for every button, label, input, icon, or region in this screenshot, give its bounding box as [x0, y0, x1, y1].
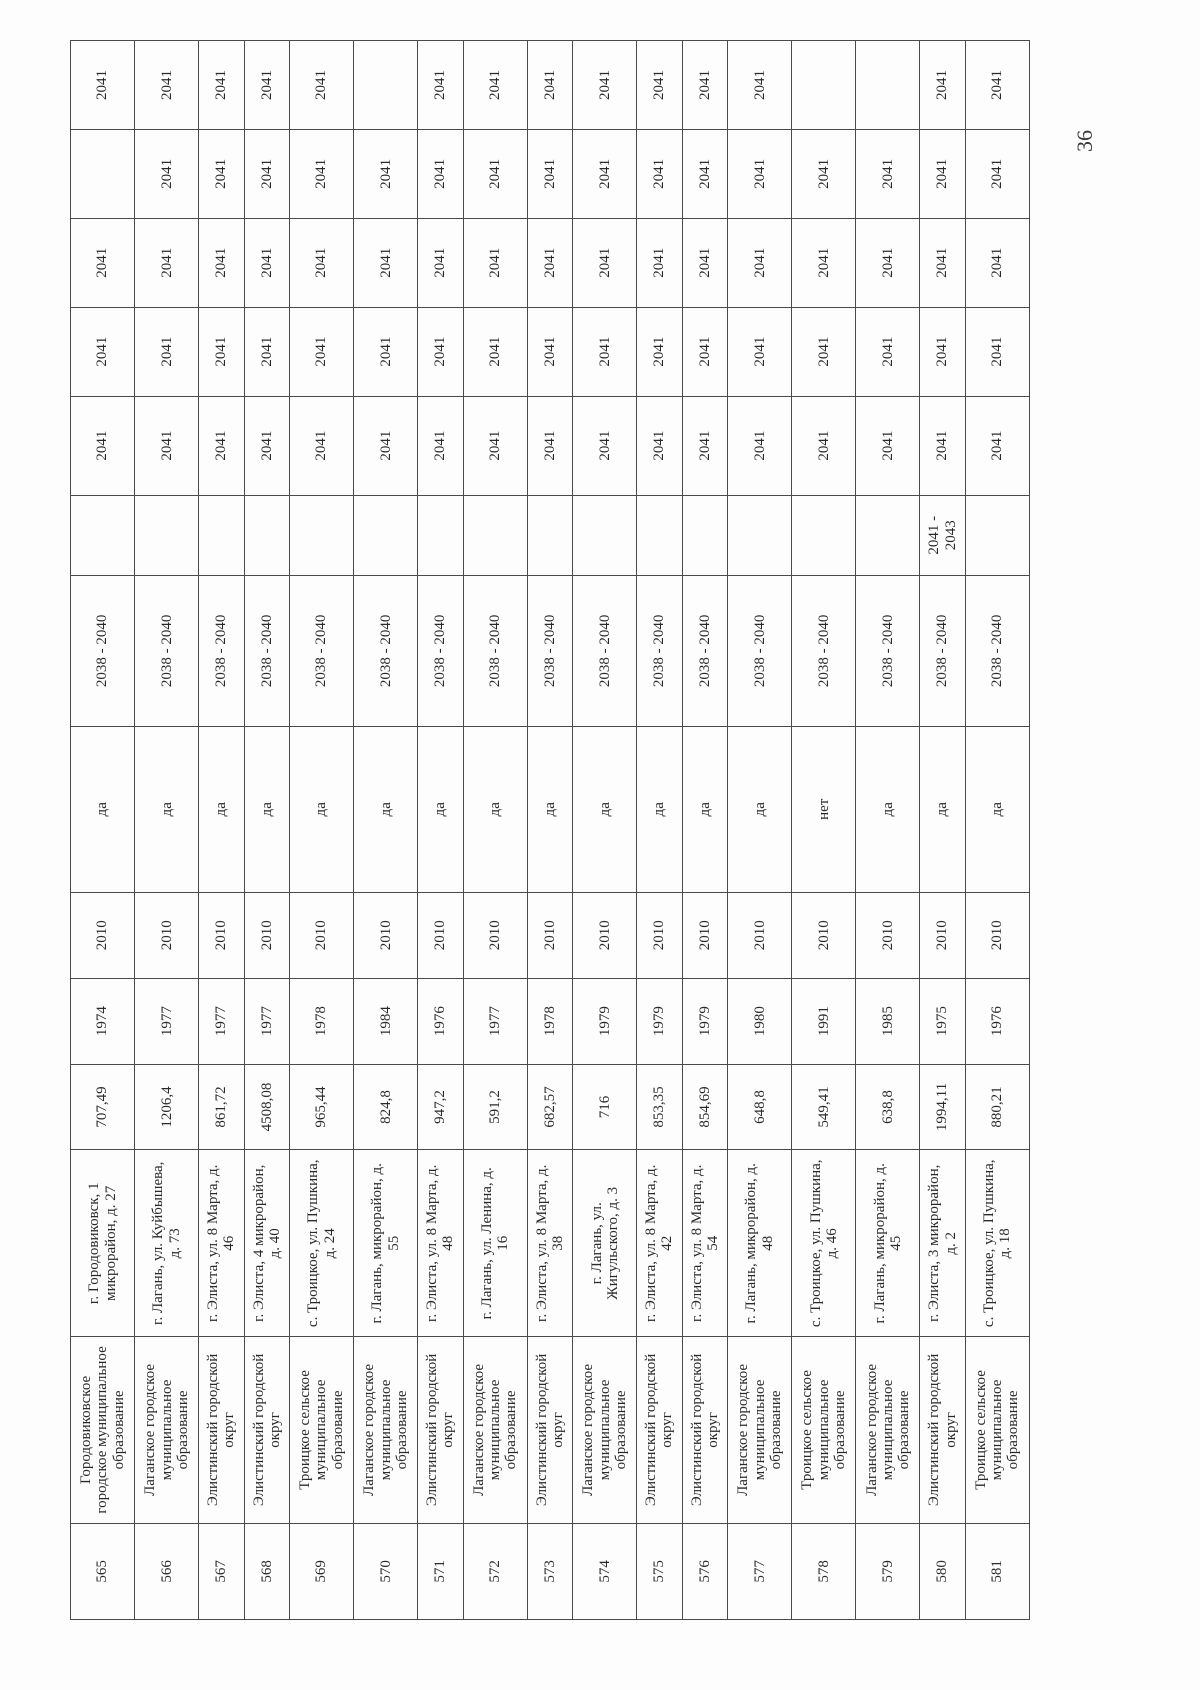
year-col-5-cell — [354, 41, 418, 130]
year-col-2-cell: 2041 — [527, 307, 572, 396]
buildings-table — [70, 40, 1030, 1620]
year-col-2-cell: 2041 — [920, 307, 965, 396]
municipality-cell: Лаганское городское муниципальное образование — [354, 1337, 418, 1524]
area-cell: 880,21 — [965, 1064, 1029, 1150]
period-cell: 2038 - 2040 — [199, 575, 244, 726]
row-number: 574 — [573, 1523, 637, 1619]
municipality-cell: Лаганское городское муниципальное образование — [463, 1337, 527, 1524]
municipality-cell: Лаганское городское муниципальное образование — [573, 1337, 637, 1524]
address-cell: г. Лагань, ул. Жигульского, д. 3 — [573, 1150, 637, 1337]
period-extra-cell: 2041 - 2043 — [920, 495, 965, 575]
need-cell: да — [637, 726, 682, 892]
table-row — [920, 41, 965, 1620]
year-col-3-cell: 2041 — [920, 218, 965, 307]
table-row — [354, 41, 418, 1620]
survey-year-cell: 2010 — [418, 892, 463, 978]
year-col-5-cell: 2041 — [637, 41, 682, 130]
period-cell: 2038 - 2040 — [244, 575, 289, 726]
year-col-1-cell: 2041 — [418, 396, 463, 495]
survey-year-cell: 2010 — [463, 892, 527, 978]
address-cell: г. Лагань, микрорайон, д. 45 — [856, 1150, 920, 1337]
period-cell: 2038 - 2040 — [856, 575, 920, 726]
table-row — [244, 41, 289, 1620]
period-cell: 2038 - 2040 — [965, 575, 1029, 726]
year-col-1-cell: 2041 — [573, 396, 637, 495]
need-cell: да — [244, 726, 289, 892]
year-col-4-cell: 2041 — [244, 129, 289, 218]
table-row — [682, 41, 727, 1620]
year-col-1-cell: 2041 — [792, 396, 856, 495]
need-cell: нет — [792, 726, 856, 892]
built-year-cell: 1975 — [920, 978, 965, 1064]
municipality-cell: Элистинский городской округ — [637, 1337, 682, 1524]
period-extra-cell — [199, 495, 244, 575]
year-col-3-cell: 2041 — [199, 218, 244, 307]
address-cell: с. Троицкое, ул. Пушкина, д. 46 — [792, 1150, 856, 1337]
period-cell: 2038 - 2040 — [354, 575, 418, 726]
year-col-3-cell: 2041 — [463, 218, 527, 307]
period-extra-cell — [527, 495, 572, 575]
year-col-5-cell: 2041 — [920, 41, 965, 130]
need-cell: да — [463, 726, 527, 892]
year-col-3-cell: 2041 — [573, 218, 637, 307]
survey-year-cell: 2010 — [856, 892, 920, 978]
need-cell: да — [573, 726, 637, 892]
year-col-3-cell: 2041 — [418, 218, 463, 307]
table-row — [71, 41, 135, 1620]
municipality-cell: Элистинский городской округ — [527, 1337, 572, 1524]
municipality-cell: Элистинский городской округ — [418, 1337, 463, 1524]
year-col-5-cell: 2041 — [244, 41, 289, 130]
period-cell: 2038 - 2040 — [792, 575, 856, 726]
municipality-cell: Элистинский городской округ — [199, 1337, 244, 1524]
year-col-4-cell: 2041 — [463, 129, 527, 218]
year-col-4-cell: 2041 — [792, 129, 856, 218]
year-col-3-cell: 2041 — [527, 218, 572, 307]
area-cell: 682,57 — [527, 1064, 572, 1150]
year-col-5-cell: 2041 — [290, 41, 354, 130]
year-col-1-cell: 2041 — [290, 396, 354, 495]
municipality-cell: Лаганское городское муниципальное образование — [728, 1337, 792, 1524]
area-cell: 824,8 — [354, 1064, 418, 1150]
address-cell: г. Элиста, ул. 8 Марта, д. 48 — [418, 1150, 463, 1337]
year-col-4-cell: 2041 — [199, 129, 244, 218]
year-col-4-cell: 2041 — [965, 129, 1029, 218]
survey-year-cell: 2010 — [354, 892, 418, 978]
built-year-cell: 1984 — [354, 978, 418, 1064]
municipality-cell: Лаганское городское муниципальное образование — [135, 1337, 199, 1524]
period-cell: 2038 - 2040 — [573, 575, 637, 726]
year-col-2-cell: 2041 — [856, 307, 920, 396]
period-extra-cell — [244, 495, 289, 575]
row-number: 570 — [354, 1523, 418, 1619]
survey-year-cell: 2010 — [637, 892, 682, 978]
table-row — [573, 41, 637, 1620]
table-row — [290, 41, 354, 1620]
year-col-2-cell: 2041 — [135, 307, 199, 396]
year-col-5-cell: 2041 — [682, 41, 727, 130]
need-cell: да — [965, 726, 1029, 892]
period-cell: 2038 - 2040 — [135, 575, 199, 726]
row-number: 577 — [728, 1523, 792, 1619]
survey-year-cell: 2010 — [573, 892, 637, 978]
year-col-2-cell: 2041 — [354, 307, 418, 396]
need-cell: да — [135, 726, 199, 892]
need-cell: да — [920, 726, 965, 892]
table-row — [637, 41, 682, 1620]
year-col-1-cell: 2041 — [637, 396, 682, 495]
address-cell: г. Элиста, ул. 8 Марта, д. 42 — [637, 1150, 682, 1337]
year-col-1-cell: 2041 — [354, 396, 418, 495]
year-col-5-cell — [792, 41, 856, 130]
year-col-1-cell: 2041 — [463, 396, 527, 495]
municipality-cell: Лаганское городское муниципальное образование — [856, 1337, 920, 1524]
survey-year-cell: 2010 — [135, 892, 199, 978]
row-number: 572 — [463, 1523, 527, 1619]
area-cell: 648,8 — [728, 1064, 792, 1150]
year-col-3-cell: 2041 — [354, 218, 418, 307]
year-col-4-cell: 2041 — [637, 129, 682, 218]
row-number: 566 — [135, 1523, 199, 1619]
year-col-2-cell: 2041 — [637, 307, 682, 396]
table-row — [463, 41, 527, 1620]
address-cell: г. Элиста, ул. 8 Марта, д. 54 — [682, 1150, 727, 1337]
year-col-4-cell: 2041 — [135, 129, 199, 218]
year-col-2-cell: 2041 — [682, 307, 727, 396]
period-extra-cell — [682, 495, 727, 575]
area-cell: 4508,08 — [244, 1064, 289, 1150]
survey-year-cell: 2010 — [965, 892, 1029, 978]
built-year-cell: 1979 — [682, 978, 727, 1064]
municipality-cell: Элистинский городской округ — [920, 1337, 965, 1524]
need-cell: да — [71, 726, 135, 892]
table-row — [728, 41, 792, 1620]
period-extra-cell — [792, 495, 856, 575]
area-cell: 591,2 — [463, 1064, 527, 1150]
row-number: 568 — [244, 1523, 289, 1619]
row-number: 573 — [527, 1523, 572, 1619]
area-cell: 549,41 — [792, 1064, 856, 1150]
table-row — [527, 41, 572, 1620]
built-year-cell: 1977 — [199, 978, 244, 1064]
need-cell: да — [199, 726, 244, 892]
year-col-2-cell: 2041 — [418, 307, 463, 396]
table-row — [965, 41, 1029, 1620]
area-cell: 638,8 — [856, 1064, 920, 1150]
year-col-2-cell: 2041 — [244, 307, 289, 396]
year-col-5-cell: 2041 — [965, 41, 1029, 130]
built-year-cell: 1977 — [463, 978, 527, 1064]
table-row — [135, 41, 199, 1620]
need-cell: да — [856, 726, 920, 892]
table-row — [199, 41, 244, 1620]
need-cell: да — [728, 726, 792, 892]
municipality-cell: Городовиковское городское муниципальное образование — [71, 1337, 135, 1524]
survey-year-cell: 2010 — [199, 892, 244, 978]
row-number: 576 — [682, 1523, 727, 1619]
row-number: 565 — [71, 1523, 135, 1619]
period-extra-cell — [71, 495, 135, 575]
address-cell: г. Лагань, ул. Куйбышева, д. 73 — [135, 1150, 199, 1337]
year-col-1-cell: 2041 — [856, 396, 920, 495]
year-col-1-cell: 2041 — [728, 396, 792, 495]
table-body — [71, 41, 1030, 1620]
rotated-sheet — [70, 40, 1030, 1620]
address-cell: г. Лагань, микрорайон, д. 55 — [354, 1150, 418, 1337]
row-number: 578 — [792, 1523, 856, 1619]
built-year-cell: 1977 — [244, 978, 289, 1064]
period-cell: 2038 - 2040 — [527, 575, 572, 726]
built-year-cell: 1980 — [728, 978, 792, 1064]
year-col-4-cell: 2041 — [573, 129, 637, 218]
year-col-4-cell: 2041 — [290, 129, 354, 218]
period-extra-cell — [728, 495, 792, 575]
built-year-cell: 1991 — [792, 978, 856, 1064]
survey-year-cell: 2010 — [920, 892, 965, 978]
page-number: 36 — [1072, 130, 1097, 152]
built-year-cell: 1978 — [527, 978, 572, 1064]
period-cell: 2038 - 2040 — [290, 575, 354, 726]
row-number: 569 — [290, 1523, 354, 1619]
address-cell: г. Лагань, ул. Ленина, д. 16 — [463, 1150, 527, 1337]
row-number: 580 — [920, 1523, 965, 1619]
need-cell: да — [354, 726, 418, 892]
address-cell: г. Элиста, 4 микрорайон, д. 40 — [244, 1150, 289, 1337]
area-cell: 853,35 — [637, 1064, 682, 1150]
year-col-3-cell: 2041 — [792, 218, 856, 307]
year-col-1-cell: 2041 — [71, 396, 135, 495]
period-extra-cell — [135, 495, 199, 575]
year-col-2-cell: 2041 — [290, 307, 354, 396]
year-col-3-cell: 2041 — [71, 218, 135, 307]
year-col-4-cell: 2041 — [354, 129, 418, 218]
year-col-2-cell: 2041 — [965, 307, 1029, 396]
survey-year-cell: 2010 — [244, 892, 289, 978]
table-row — [418, 41, 463, 1620]
year-col-2-cell: 2041 — [463, 307, 527, 396]
year-col-1-cell: 2041 — [199, 396, 244, 495]
period-cell: 2038 - 2040 — [637, 575, 682, 726]
year-col-3-cell: 2041 — [637, 218, 682, 307]
year-col-4-cell — [71, 129, 135, 218]
year-col-5-cell: 2041 — [199, 41, 244, 130]
period-cell: 2038 - 2040 — [418, 575, 463, 726]
year-col-3-cell: 2041 — [965, 218, 1029, 307]
address-cell: г. Городовиковск, 1 микрорайон, д. 27 — [71, 1150, 135, 1337]
built-year-cell: 1979 — [573, 978, 637, 1064]
year-col-4-cell: 2041 — [418, 129, 463, 218]
year-col-1-cell: 2041 — [682, 396, 727, 495]
address-cell: с. Троицкое, ул. Пушкина, д. 24 — [290, 1150, 354, 1337]
year-col-5-cell: 2041 — [418, 41, 463, 130]
need-cell: да — [527, 726, 572, 892]
survey-year-cell: 2010 — [527, 892, 572, 978]
period-extra-cell — [637, 495, 682, 575]
year-col-2-cell: 2041 — [728, 307, 792, 396]
area-cell: 1206,4 — [135, 1064, 199, 1150]
year-col-1-cell: 2041 — [527, 396, 572, 495]
built-year-cell: 1976 — [418, 978, 463, 1064]
built-year-cell: 1976 — [965, 978, 1029, 1064]
year-col-5-cell: 2041 — [728, 41, 792, 130]
period-extra-cell — [965, 495, 1029, 575]
need-cell: да — [290, 726, 354, 892]
year-col-2-cell: 2041 — [199, 307, 244, 396]
year-col-1-cell: 2041 — [920, 396, 965, 495]
table-row — [792, 41, 856, 1620]
year-col-2-cell: 2041 — [792, 307, 856, 396]
year-col-1-cell: 2041 — [135, 396, 199, 495]
need-cell: да — [418, 726, 463, 892]
year-col-1-cell: 2041 — [965, 396, 1029, 495]
period-extra-cell — [290, 495, 354, 575]
year-col-3-cell: 2041 — [856, 218, 920, 307]
row-number: 579 — [856, 1523, 920, 1619]
period-extra-cell — [418, 495, 463, 575]
year-col-4-cell: 2041 — [920, 129, 965, 218]
period-extra-cell — [856, 495, 920, 575]
address-cell: г. Элиста, ул. 8 Марта, д. 38 — [527, 1150, 572, 1337]
year-col-4-cell: 2041 — [682, 129, 727, 218]
area-cell: 965,44 — [290, 1064, 354, 1150]
period-extra-cell — [354, 495, 418, 575]
municipality-cell: Элистинский городской округ — [244, 1337, 289, 1524]
period-extra-cell — [463, 495, 527, 575]
built-year-cell: 1978 — [290, 978, 354, 1064]
period-cell: 2038 - 2040 — [682, 575, 727, 726]
municipality-cell: Троицкое сельское муниципальное образование — [792, 1337, 856, 1524]
year-col-3-cell: 2041 — [728, 218, 792, 307]
address-cell: г. Лагань, микрорайон, д. 48 — [728, 1150, 792, 1337]
address-cell: г. Элиста, 3 микрорайон, д. 2 — [920, 1150, 965, 1337]
survey-year-cell: 2010 — [71, 892, 135, 978]
year-col-4-cell: 2041 — [856, 129, 920, 218]
built-year-cell: 1977 — [135, 978, 199, 1064]
row-number: 567 — [199, 1523, 244, 1619]
area-cell: 947,2 — [418, 1064, 463, 1150]
period-extra-cell — [573, 495, 637, 575]
row-number: 575 — [637, 1523, 682, 1619]
year-col-3-cell: 2041 — [290, 218, 354, 307]
area-cell: 1994,11 — [920, 1064, 965, 1150]
municipality-cell: Троицкое сельское муниципальное образование — [290, 1337, 354, 1524]
year-col-2-cell: 2041 — [573, 307, 637, 396]
row-number: 581 — [965, 1523, 1029, 1619]
row-number: 571 — [418, 1523, 463, 1619]
year-col-5-cell: 2041 — [527, 41, 572, 130]
year-col-4-cell: 2041 — [728, 129, 792, 218]
built-year-cell: 1974 — [71, 978, 135, 1064]
year-col-5-cell: 2041 — [135, 41, 199, 130]
year-col-5-cell — [856, 41, 920, 130]
survey-year-cell: 2010 — [290, 892, 354, 978]
year-col-5-cell: 2041 — [71, 41, 135, 130]
year-col-2-cell: 2041 — [71, 307, 135, 396]
municipality-cell: Элистинский городской округ — [682, 1337, 727, 1524]
year-col-1-cell: 2041 — [244, 396, 289, 495]
address-cell: с. Троицкое, ул. Пушкина, д. 18 — [965, 1150, 1029, 1337]
period-cell: 2038 - 2040 — [71, 575, 135, 726]
year-col-3-cell: 2041 — [244, 218, 289, 307]
table-row — [856, 41, 920, 1620]
year-col-5-cell: 2041 — [463, 41, 527, 130]
year-col-3-cell: 2041 — [135, 218, 199, 307]
period-cell: 2038 - 2040 — [728, 575, 792, 726]
municipality-cell: Троицкое сельское муниципальное образование — [965, 1337, 1029, 1524]
area-cell: 854,69 — [682, 1064, 727, 1150]
year-col-4-cell: 2041 — [527, 129, 572, 218]
address-cell: г. Элиста, ул. 8 Марта, д. 46 — [199, 1150, 244, 1337]
year-col-3-cell: 2041 — [682, 218, 727, 307]
survey-year-cell: 2010 — [728, 892, 792, 978]
built-year-cell: 1985 — [856, 978, 920, 1064]
built-year-cell: 1979 — [637, 978, 682, 1064]
survey-year-cell: 2010 — [792, 892, 856, 978]
need-cell: да — [682, 726, 727, 892]
survey-year-cell: 2010 — [682, 892, 727, 978]
area-cell: 861,72 — [199, 1064, 244, 1150]
period-cell: 2038 - 2040 — [463, 575, 527, 726]
year-col-5-cell: 2041 — [573, 41, 637, 130]
area-cell: 707,49 — [71, 1064, 135, 1150]
period-cell: 2038 - 2040 — [920, 575, 965, 726]
area-cell: 716 — [573, 1064, 637, 1150]
